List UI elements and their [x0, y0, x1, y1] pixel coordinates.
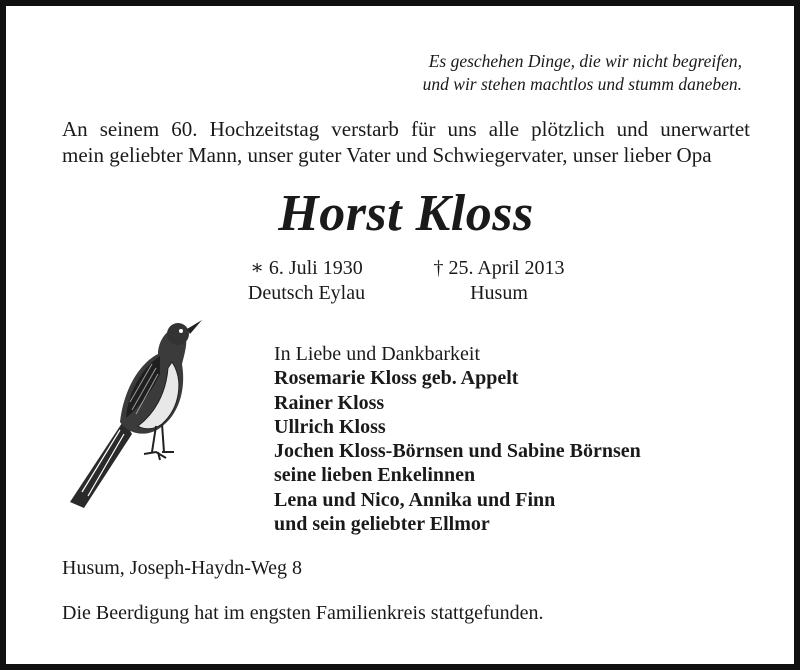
- family-address: Husum, Joseph-Haydn-Weg 8: [62, 557, 303, 579]
- mourner-name: und sein geliebter Ellmor: [274, 513, 490, 536]
- mourners-heading: In Liebe und Dankbarkeit: [274, 343, 481, 365]
- announcement-line-1: An seinem 60. Hochzeitstag verstarb für uns alle plötzlich und unerwartet: [62, 117, 750, 141]
- announcement-line-2: mein geliebter Mann, unser guter Vater und Schwiegervater, unser lieber Opa: [62, 143, 712, 167]
- birth-place: Deutsch Eylau: [247, 282, 366, 304]
- mourners-list: [274, 342, 641, 536]
- mourner-name: Rosemarie Kloss geb. Appelt: [274, 367, 519, 390]
- birth-date: ∗ 6. Juli 1930: [250, 257, 363, 279]
- mourner-name: Ullrich Kloss: [274, 415, 386, 438]
- birth-info: [234, 256, 379, 306]
- deceased-name: Horst Kloss: [278, 185, 534, 242]
- death-info: [418, 256, 580, 306]
- motto-quote: [423, 50, 742, 96]
- mourner-name: seine lieben Enkelinnen: [274, 464, 476, 487]
- motto-line-2: und wir stehen machtlos und stumm daneben.: [422, 74, 742, 94]
- death-place: Husum: [470, 282, 528, 304]
- death-date: † 25. April 2013: [433, 257, 565, 279]
- funeral-note: Die Beerdigung hat im engsten Familienkreis stattgefunden.: [62, 602, 544, 624]
- announcement-text: [62, 116, 750, 168]
- mourner-name: Rainer Kloss: [274, 391, 385, 414]
- mourner-name: Lena und Nico, Annika und Finn: [274, 488, 556, 511]
- mourner-name: Jochen Kloss-Börnsen und Sabine Börnsen: [274, 440, 641, 463]
- motto-line-1: Es geschehen Dinge, die wir nicht begreifen,: [428, 51, 742, 71]
- bird-illustration-icon: [62, 302, 212, 512]
